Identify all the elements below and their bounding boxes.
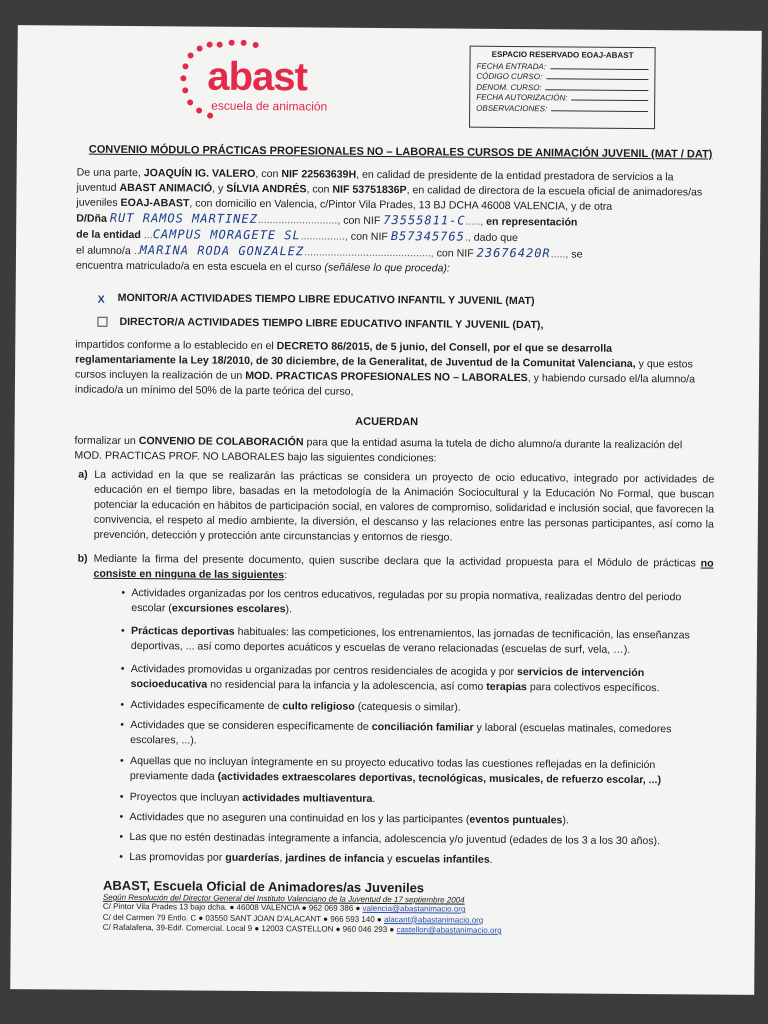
option-mat[interactable]: X MONITOR/A ACTIVIDADES TIEMPO LIBRE EDUCATIVO INFANTIL Y JUVENIL (MAT)	[97, 291, 535, 308]
footer	[103, 878, 623, 938]
intro-paragraph: De una parte, JOAQUÍN IG. VALERO, con NIF 22563639H, en calidad de presidente de la entidad prestadora de servicios a la juventud ABAST ANIMACIÓ, y SÍLVIA ANDRÉS, con NIF 53751836P, en calidad de directora de la escuela oficial de animadores/as juveniles EOAJ-ABAST, con domicilio en Valencia, c/Pintor Vila Prades, 13 BJ DCHA 46008 VALENCIA, y de otra D/Dña RUT RAMOS MARTINEZ..........................., con NIF 73555811-C....., en representación de la entidad ...CAMPUS MORAGETE SL..............., con NIF B57345765., dado que el alumno/a ..MARINA RODA GONZALEZ..........................................., con NIF 23676420R....., se encuentra matriculado/a en esta escuela en el curso (señálese lo que proceda):	[75, 166, 703, 275]
stamp-row-label: FECHA ENTRADA:	[476, 61, 547, 71]
condition-a-label: a)	[78, 468, 88, 481]
footer-address-castellon: C/ Rafalafena, 39-Edif. Comercial. Local 9 ● 12003 CASTELLON ● 960 046 293 ● castellon@abastanimacio.org	[102, 922, 502, 935]
entity-nif-field: B57345765	[390, 229, 465, 244]
decree-paragraph: impartidos conforme a lo establecido en el DECRETO 86/2015, de 5 junio, del Consell, por el que se desarrolla reglamentariamente la Ley 18/2010, de 30 diciembre, de la Generalitat, de Juventud de la Comunitat Valenciana, y que estos cursos incluyen la realización de un MOD. PRACTICAS PROFESIONALES NO – LABORALES, y habiendo cursado el/la alumno/a indicado/a un mínimo del 50% de la parte teórica del curso,	[74, 338, 696, 398]
exclusion-item: • Actividades promovidas u organizadas por centros residenciales de acogida y por servicios de intervención socioeducativa no residencial para la infancia y la adolescencia, así como terapias para colectivos específicos.	[131, 662, 711, 697]
exclusion-item: • Actividades organizadas por los centros educativos, reguladas por su propia normativa, realizadas dentro del periodo escolar (excursiones escolares).	[131, 586, 711, 621]
logo-word: abast	[207, 54, 308, 100]
exclusion-item: • Aquellas que no incluyan íntegramente en su proyecto educativo todas las cuestiones reflejadas en la definición previamente dada (actividades extraescolares deportivas, tecnológicas, musicales, de refuerzo escolar, ...)	[130, 754, 710, 789]
document-title: CONVENIO MÓDULO PRÁCTICAS PROFESIONALES NO – LABORALES CURSOS DE ANIMACIÓN JUVENIL (MAT / DAT)	[88, 143, 713, 161]
exclusion-item: • Proyectos que incluyan actividades multiaventura.	[130, 790, 710, 810]
formalize-paragraph: formalizar un CONVENIO DE COLABORACIÓN para que la entidad asuma la tutela de dicho alumno/a durante la realización del MOD. PRACTICAS PROF. NO LABORALES bajo las siguientes condiciones:	[74, 434, 683, 465]
footer-address-alacant: C/ del Carmen 79 Entlo. C ● 03550 SANT JOAN D'ALACANT ● 966 593 140 ● alacant@abastanimacio.org	[102, 912, 484, 925]
exclusion-item: • Las promovidas por guarderías, jardines de infancia y escuelas infantiles.	[129, 850, 709, 870]
footer-subtitle: Según Resolución del Director General del Instituto Valenciano de la Juventud de 17 septiembre 2004	[102, 892, 465, 905]
email-link-alacant[interactable]: alacant@abastanimacio.org	[383, 914, 484, 925]
email-link-castellon[interactable]: castellon@abastanimacio.org	[396, 925, 502, 935]
condition-b-label: b)	[77, 552, 88, 565]
representative-nif-field: 73555811-C	[383, 212, 466, 228]
entity-name-field: CAMPUS MORAGETE SL	[152, 227, 301, 243]
document-sheet	[10, 25, 762, 995]
student-name-field: MARINA RODA GONZALEZ	[139, 243, 305, 259]
condition-a: a) La actividad en la que se realizarán las prácticas se considera un proyecto de ocio educativo, integrado por actividades de educación en el tiempo libre, basadas en la metodología de la Animación Sociocultural y la Educación No Formal, que buscan potenciar la educación en hábitos de participación social, en valores de compromiso, solidaridad e inclusión social, que favorecen la convivencia, el respeto al medio ambiente, la diversión, el descanso y las relaciones entre las personas participantes, así como la prevención, detección y protección ante circunstancias y entornos de riesgo.	[78, 468, 715, 544]
footer-address-valencia: C/ Pintor Vila Prades 13 bajo dcha. ● 46008 VALENCIA ● 962 069 386 ● valencia@abastanimacio.org	[102, 901, 466, 914]
reserved-space-box	[469, 46, 656, 129]
stamp-row-label: DENOM. CURSO:	[476, 82, 542, 92]
logo-subtitle: escuela de animación	[211, 98, 328, 114]
stamp-row-label: CÓDIGO CURSO:	[476, 71, 543, 82]
option-dat-checkbox[interactable]	[97, 317, 107, 327]
exclusion-item: • Actividades específicamente de culto religioso (catequesis o similar).	[130, 698, 710, 718]
condition-b: b) Mediante la firma del presente documento, quien suscribe declara que la actividad propuesta para el Módulo de prácticas no consiste en ninguna de las siguientes:	[77, 552, 714, 582]
footer-title: ABAST, Escuela Oficial de Animadores/as Juveniles	[102, 877, 425, 896]
logo-dots-top-icon	[208, 35, 268, 55]
reserved-space-title: ESPACIO RESERVADO EOAJ-ABAST	[491, 49, 634, 60]
abast-logo	[177, 36, 348, 137]
option-mat-checkbox[interactable]: X	[97, 293, 105, 306]
stamp-row-label: FECHA AUTORIZACIÓN:	[476, 92, 568, 103]
acuerdan-heading: ACUERDAN	[355, 415, 419, 429]
exclusion-item: • Las que no estén destinadas íntegramente a infancia, adolescencia y/o juventud (edades de los 3 a los 30 años).	[129, 830, 709, 850]
student-nif-field: 23676420R	[476, 245, 551, 261]
stamp-row-label: OBSERVACIONES:	[476, 103, 548, 113]
option-dat[interactable]: DIRECTOR/A ACTIVIDADES TIEMPO LIBRE EDUCATIVO INFANTIL Y JUVENIL (DAT),	[97, 316, 543, 332]
email-link-valencia[interactable]: valencia@abastanimacio.org	[362, 903, 466, 914]
exclusion-item: • Prácticas deportivas habituales: las competiciones, los entrenamientos, las jornadas de tecnificación, las enseñanzas deportivas, ... así como deportes acuáticos y escuelas de verano relacionadas (escuelas de surf, vela, …).	[131, 624, 711, 659]
representative-name-field: RUT RAMOS MARTINEZ	[109, 210, 258, 226]
exclusion-item: • Actividades que se consideren específicamente de conciliación familiar y laboral (escuelas matinales, comedores escolares, ...).	[130, 718, 710, 753]
exclusion-item: • Actividades que no aseguren una continuidad en los y las participantes (eventos puntuales).	[130, 810, 710, 830]
